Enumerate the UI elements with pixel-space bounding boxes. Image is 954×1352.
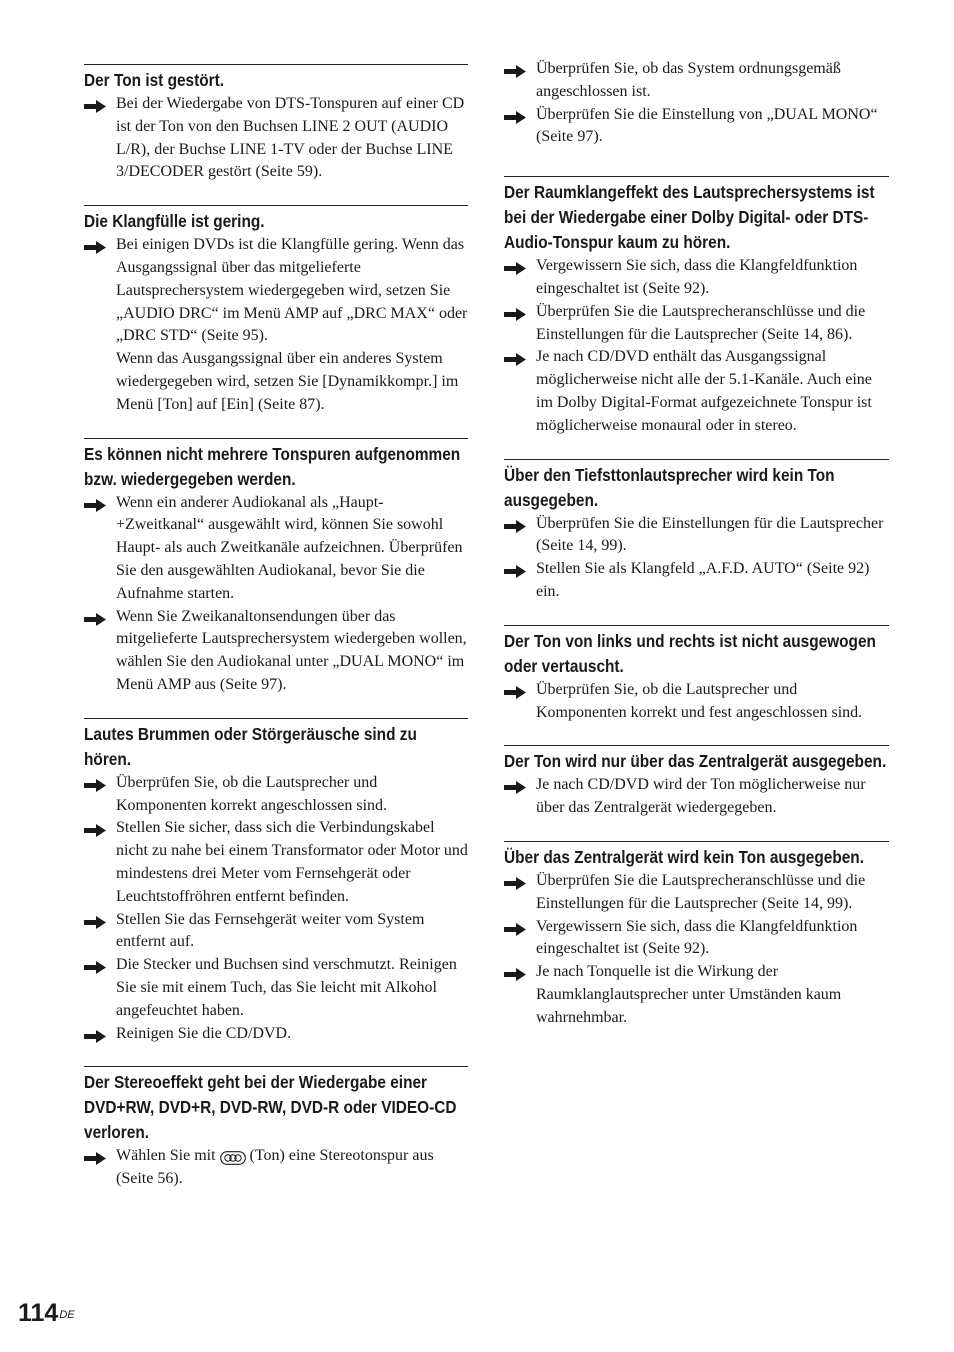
arrow-right-icon xyxy=(504,563,526,576)
list-item xyxy=(504,513,889,559)
section xyxy=(84,205,468,416)
item-text xyxy=(116,1145,468,1191)
arrow-right-icon xyxy=(504,109,526,122)
section-title: Die Klangfülle ist gering. xyxy=(84,211,265,232)
arrow-right-icon xyxy=(504,966,526,979)
item-text: Stellen Sie als Klangfeld „A.F.D. AUTO“ (Seite 92) ein. xyxy=(536,560,870,600)
arrow-right-icon xyxy=(84,1028,106,1041)
arrow-right-icon xyxy=(84,959,106,972)
section-title: Lautes Brummen oder Störgeräusche sind zu hören. xyxy=(84,723,417,769)
page-number-value: 114 xyxy=(18,1299,59,1327)
item-text: Vergewissern Sie sich, dass die Klangfeldfunktion eingeschaltet ist (Seite 92). xyxy=(536,917,858,958)
list-item xyxy=(504,301,889,347)
item-text: Stellen Sie das Fernsehgerät weiter vom System entfernt auf. xyxy=(116,910,425,951)
item-text: Bei der Wiedergabe von DTS-Tonspuren auf einer CD ist der Ton von den Buchsen LINE 2 OUT (AUDIO L/R), der Buchse LINE 1-TV oder der Buchse LINE 3/DECODER gestört (Seite 59). xyxy=(116,95,465,181)
section xyxy=(504,176,889,437)
item-text: Überprüfen Sie die Einstellungen für die Lautsprecher (Seite 14, 99). xyxy=(536,514,884,555)
list-item xyxy=(504,346,889,437)
item-text: Überprüfen Sie, ob die Lautsprecher und Komponenten korrekt und fest angeschlossen sind. xyxy=(536,680,863,721)
section-title: Der Ton wird nur über das Zentralgerät ausgegeben. xyxy=(504,751,887,772)
item-text: Wenn Sie Zweikanaltonsendungen über das mitgelieferte Lautsprechersystem wiedergeben wollen, wählen Sie den Audiokanal unter „DUAL MONO“ im Menü AMP aus (Seite 97). xyxy=(116,607,467,693)
audio-icon xyxy=(220,1150,246,1164)
arrow-right-icon xyxy=(504,351,526,364)
section-title: Über den Tiefsttonlautsprecher wird kein Ton ausgegeben. xyxy=(504,464,835,510)
section xyxy=(84,438,468,697)
list-item xyxy=(84,772,468,818)
page-number xyxy=(18,1298,75,1328)
section-title: Der Ton von links und rechts ist nicht ausgewogen oder vertauscht. xyxy=(504,630,876,676)
section-title: Der Stereoeffekt geht bei der Wiedergabe einer DVD+RW, DVD+R, DVD-RW, DVD-R oder VIDEO-CD verloren. xyxy=(84,1072,457,1143)
item-text: Überprüfen Sie, ob das System ordnungsgemäß angeschlossen ist. xyxy=(536,60,841,100)
arrow-right-icon xyxy=(504,779,526,792)
arrow-right-icon xyxy=(84,777,106,790)
list-item xyxy=(84,817,468,908)
arrow-right-icon xyxy=(504,260,526,273)
list-item xyxy=(504,679,889,725)
list-item xyxy=(84,234,468,416)
item-text: Je nach CD/DVD wird der Ton möglicherweise nur über das Zentralgerät wiedergegeben. xyxy=(536,776,866,817)
item-text-before-icon: Wählen Sie mit xyxy=(116,1147,216,1165)
item-text: Die Stecker und Buchsen sind verschmutzt. Reinigen Sie sie mit einem Tuch, das Sie leicht mit Alkohol angefeuchtet haben. xyxy=(116,956,457,1019)
list-item xyxy=(84,954,468,1022)
list-item xyxy=(84,909,468,955)
left-column xyxy=(84,64,468,1212)
list-item xyxy=(84,1145,468,1191)
item-text: Je nach Tonquelle ist die Wirkung der Raumklanglautsprecher unter Umständen kaum wahrnehmbar. xyxy=(536,963,842,1026)
item-text: Reinigen Sie die CD/DVD. xyxy=(116,1024,292,1042)
section xyxy=(84,1066,468,1191)
list-item xyxy=(504,558,889,604)
arrow-right-icon xyxy=(84,611,106,624)
list-item xyxy=(504,58,889,104)
arrow-right-icon xyxy=(84,98,106,111)
arrow-right-icon xyxy=(84,822,106,835)
item-text: Vergewissern Sie sich, dass die Klangfeldfunktion eingeschaltet ist (Seite 92). xyxy=(536,257,858,297)
section xyxy=(504,841,889,1030)
item-text: Überprüfen Sie die Einstellung von „DUAL MONO“ (Seite 97). xyxy=(536,105,878,146)
section-title: Der Raumklangeffekt des Lautsprechersystems ist bei der Wiedergabe einer Dolby Digital- oder DTS-Audio-Tonspur kaum zu hören. xyxy=(504,182,875,253)
section-title: Der Ton ist gestört. xyxy=(84,70,225,90)
arrow-right-icon xyxy=(84,497,106,510)
section-title: Es können nicht mehrere Tonspuren aufgenommen bzw. wiedergegeben werden. xyxy=(84,443,461,489)
arrow-right-icon xyxy=(84,239,106,252)
arrow-right-icon xyxy=(504,306,526,319)
list-item xyxy=(504,774,889,820)
list-item xyxy=(84,93,468,184)
arrow-right-icon xyxy=(84,914,106,927)
list-item xyxy=(504,961,889,1029)
list-item xyxy=(84,606,468,697)
list-item xyxy=(84,492,468,606)
item-text: Bei einigen DVDs ist die Klangfülle gering. Wenn das Ausgangssignal über das mitgelieferte Lautsprechersystem wiedergegeben wird, setzen Sie „AUDIO DRC“ im Menü AMP auf „DRC MAX“ oder „DRC STD“ (Seite 95). xyxy=(116,236,468,345)
right-column xyxy=(504,58,889,1051)
arrow-right-icon xyxy=(504,921,526,934)
arrow-right-icon xyxy=(504,875,526,888)
section-title: Über das Zentralgerät wird kein Ton ausgegeben. xyxy=(504,846,864,867)
item-text: Stellen Sie sicher, dass sich die Verbindungskabel nicht zu nahe bei einem Transformator oder Motor und mindestens drei Meter vom Fernsehgerät oder Leuchtstoffröhren entfernt befinden. xyxy=(116,819,468,905)
list-item xyxy=(504,255,889,301)
arrow-right-icon xyxy=(504,63,526,76)
page-number-suffix: DE xyxy=(59,1309,75,1321)
item-text: Überprüfen Sie die Lautsprecheranschlüsse und die Einstellungen für die Lautsprecher (Seite 14, 99). xyxy=(536,871,866,912)
section xyxy=(84,718,468,1046)
list-item xyxy=(504,104,889,150)
list-item xyxy=(84,1023,468,1046)
item-text: Je nach CD/DVD enthält das Ausgangssignal möglicherweise nicht alle der 5.1-Kanäle. Auch eine im Dolby Digital-Format aufgezeichnete Tonspur ist möglicherweise monaural oder in stereo. xyxy=(536,348,872,434)
list-item xyxy=(504,870,889,916)
section xyxy=(504,58,889,149)
item-text: Wenn ein anderer Audiokanal als „Haupt-+Zweitkanal“ ausgewählt wird, können Sie sowohl Haupt- als auch Zweitkanäle aufzeichnen. Überprüfen Sie den ausgewählten Audiokanal, bevor Sie die Aufnahme starten. xyxy=(116,493,463,602)
section xyxy=(84,64,468,184)
arrow-right-icon xyxy=(504,518,526,531)
item-text: Überprüfen Sie die Lautsprecheranschlüsse und die Einstellungen für die Lautsprecher (Seite 14, 86). xyxy=(536,302,866,343)
section xyxy=(504,745,889,820)
list-item xyxy=(504,916,889,962)
item-text-after-icon: (Ton) eine Stereotonspur aus (Seite 56). xyxy=(116,1147,434,1188)
item-text: Überprüfen Sie, ob die Lautsprecher und Komponenten korrekt angeschlossen sind. xyxy=(116,773,388,814)
arrow-right-icon xyxy=(84,1150,106,1163)
section xyxy=(504,625,889,725)
arrow-right-icon xyxy=(504,684,526,697)
item-text: Wenn das Ausgangssignal über ein anderes System wiedergegeben wird, setzen Sie [Dynamikkompr.] im Menü [Ton] auf [Ein] (Seite 87). xyxy=(116,350,459,413)
section xyxy=(504,459,889,604)
